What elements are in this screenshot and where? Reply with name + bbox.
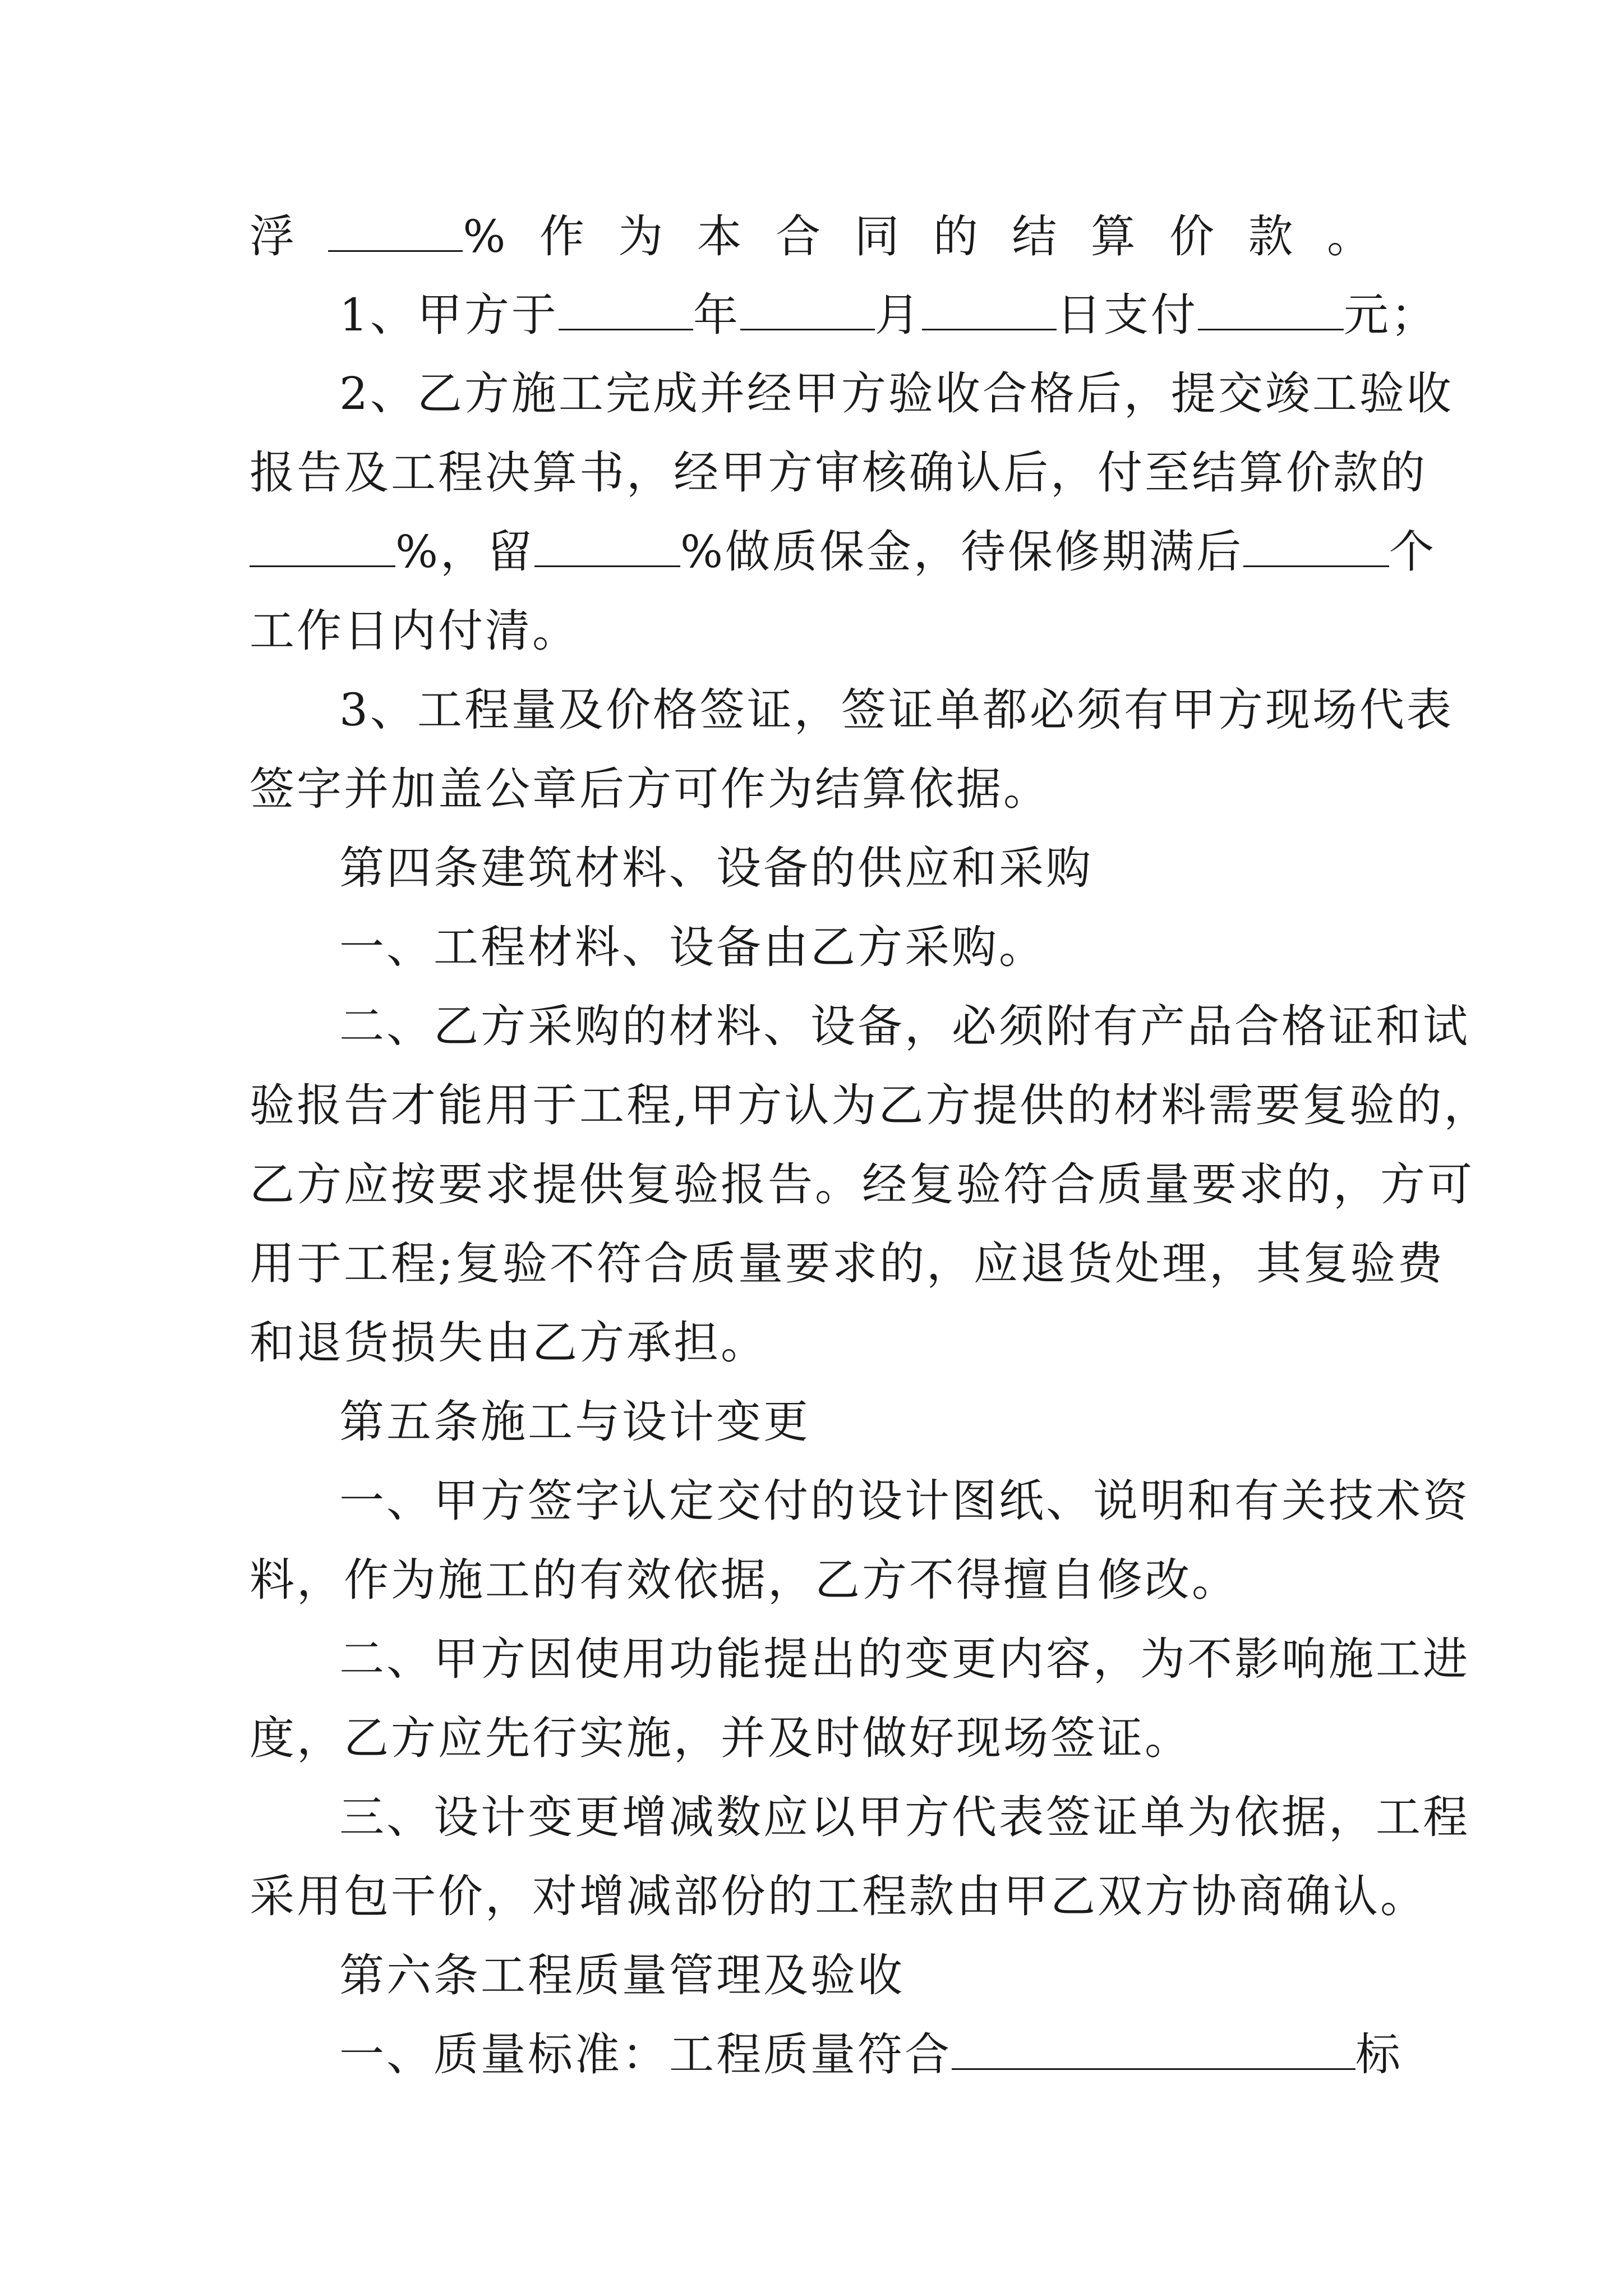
text-line-17: 一、甲方签字认定交付的设计图纸、说明和有关技术资 xyxy=(339,1475,1470,1527)
text-line-20: 度，乙方应先行实施，并及时做好现场签证。 xyxy=(250,1712,1192,1764)
text-line-19: 二、甲方因使用功能提出的变更内容，为不影响施工进 xyxy=(339,1633,1470,1685)
fill-in-blank xyxy=(1243,531,1389,567)
fill-in-blank xyxy=(740,294,875,330)
text-line-7: 3、工程量及价格签证，签证单都必须有甲方现场代表 xyxy=(339,684,1454,736)
text-line-12: 验报告才能用于工程,甲方认为乙方提供的材料需要复验的， xyxy=(250,1079,1491,1131)
fill-in-blank xyxy=(328,215,463,252)
text-line-13: 乙方应按要求提供复验报告。经复验符合质量要求的，方可 xyxy=(250,1158,1474,1211)
fill-in-blank xyxy=(250,531,395,567)
text-line-21: 三、设计变更增减数应以甲方代表签证单为依据，工程 xyxy=(339,1791,1470,1843)
fill-in-blank xyxy=(559,294,693,330)
fill-in-blank xyxy=(534,531,680,567)
text-line-10: 一、工程材料、设备由乙方采购。 xyxy=(339,921,1046,973)
fill-in-blank xyxy=(952,2033,1355,2070)
text-line-18: 料，作为施工的有效依据，乙方不得擅自修改。 xyxy=(250,1554,1239,1606)
text-line-6: 工作日内付清。 xyxy=(250,605,579,657)
text-line-4: 报告及工程决算书，经甲方审核确认后，付至结算价款的 xyxy=(250,447,1427,499)
fill-in-blank xyxy=(922,294,1057,330)
section-heading-6: 第六条工程质量管理及验收 xyxy=(339,1949,905,2001)
section-heading-5: 第五条施工与设计变更 xyxy=(339,1396,810,1448)
text-line-1: 浮 %作为本合同的结算价款。 xyxy=(250,210,1375,263)
text-line-3: 2、乙方施工完成并经甲方验收合格后，提交竣工验收 xyxy=(339,367,1454,420)
section-heading-4: 第四条建筑材料、设备的供应和采购 xyxy=(339,842,1093,894)
text-line-11: 二、乙方采购的材料、设备，必须附有产品合格证和试 xyxy=(339,1000,1470,1052)
text-line-14: 用于工程;复验不符合质量要求的，应退货处理，其复验费 xyxy=(250,1237,1445,1290)
text-line-8: 签字并加盖公章后方可作为结算依据。 xyxy=(250,763,1050,815)
text-line-15: 和退货损失由乙方承担。 xyxy=(250,1317,768,1369)
text-line-5: %，留 %做质保金，待保修期满后 个 xyxy=(250,521,1374,583)
text-line-22: 采用包干价，对增减部份的工程款由甲乙双方协商确认。 xyxy=(250,1870,1427,1922)
fill-in-blank xyxy=(1198,294,1344,330)
text-line-24: 一、质量标准：工程质量符合 标 xyxy=(339,2028,1403,2081)
text-line-2: 1、甲方于 年 月 日支付 元； xyxy=(339,289,1438,341)
